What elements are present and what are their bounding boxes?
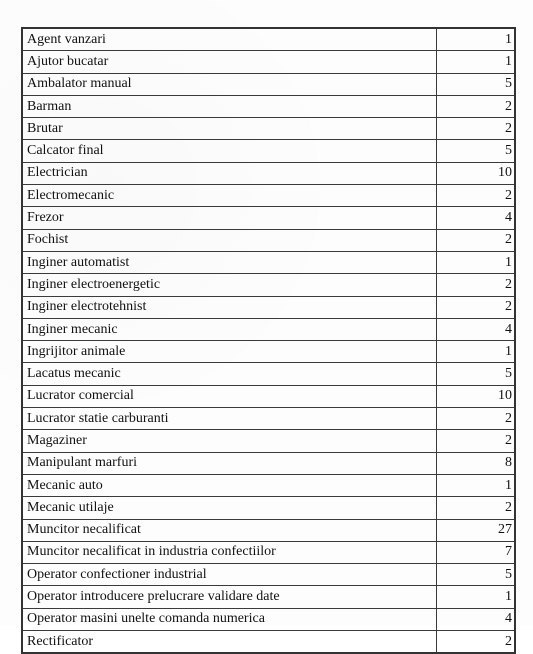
vacancy-count-cell: 7	[436, 541, 515, 563]
vacancy-count-cell: 5	[436, 140, 515, 162]
table-row	[22, 608, 515, 630]
table-row	[22, 162, 515, 184]
table-row	[22, 296, 515, 318]
job-title-cell: Electrician	[22, 162, 436, 184]
job-title-cell: Lucrator statie carburanti	[22, 408, 436, 430]
table-row	[22, 586, 515, 608]
table-row	[22, 118, 515, 140]
vacancy-count-cell: 4	[436, 608, 515, 630]
job-title-cell: Mecanic utilaje	[22, 497, 436, 519]
job-title-cell: Rectificator	[22, 631, 436, 654]
vacancy-count-cell: 5	[436, 363, 515, 385]
job-title-cell: Muncitor necalificat in industria confectiilor	[22, 541, 436, 563]
job-title-cell: Ingrijitor animale	[22, 341, 436, 363]
vacancy-count-cell: 2	[436, 497, 515, 519]
vacancy-count-cell: 2	[436, 631, 515, 654]
job-title-cell: Fochist	[22, 229, 436, 251]
table-row	[22, 541, 515, 563]
vacancy-count-cell: 4	[436, 207, 515, 229]
table-row	[22, 251, 515, 273]
vacancy-count-cell: 1	[436, 28, 515, 51]
job-title-cell: Muncitor necalificat	[22, 519, 436, 541]
job-title-cell: Operator introducere prelucrare validare date	[22, 586, 436, 608]
table-row	[22, 519, 515, 541]
vacancy-count-cell: 1	[436, 51, 515, 73]
vacancy-count-cell: 27	[436, 519, 515, 541]
vacancy-count-cell: 10	[436, 385, 515, 407]
job-title-cell: Agent vanzari	[22, 28, 436, 51]
job-title-cell: Manipulant marfuri	[22, 452, 436, 474]
vacancy-count-cell: 1	[436, 251, 515, 273]
table-row	[22, 408, 515, 430]
table-row	[22, 497, 515, 519]
vacancy-count-cell: 5	[436, 73, 515, 95]
table-row	[22, 185, 515, 207]
table-row	[22, 385, 515, 407]
vacancy-count-cell: 2	[436, 229, 515, 251]
table-row	[22, 95, 515, 117]
table-row	[22, 207, 515, 229]
vacancy-count-cell: 2	[436, 95, 515, 117]
table-row	[22, 73, 515, 95]
job-title-cell: Ajutor bucatar	[22, 51, 436, 73]
table-row	[22, 430, 515, 452]
vacancy-count-cell: 2	[436, 118, 515, 140]
job-title-cell: Frezor	[22, 207, 436, 229]
table-row	[22, 229, 515, 251]
table-row	[22, 140, 515, 162]
vacancy-count-cell: 1	[436, 474, 515, 496]
job-title-cell: Electromecanic	[22, 185, 436, 207]
job-title-cell: Magaziner	[22, 430, 436, 452]
table-row	[22, 363, 515, 385]
table-row	[22, 274, 515, 296]
vacancy-count-cell: 2	[436, 185, 515, 207]
vacancy-count-cell: 10	[436, 162, 515, 184]
vacancy-count-cell: 1	[436, 341, 515, 363]
job-title-cell: Barman	[22, 95, 436, 117]
job-title-cell: Operator masini unelte comanda numerica	[22, 608, 436, 630]
job-title-cell: Calcator final	[22, 140, 436, 162]
job-title-cell: Inginer electrotehnist	[22, 296, 436, 318]
vacancy-count-cell: 2	[436, 408, 515, 430]
vacancy-count-cell: 1	[436, 586, 515, 608]
table-row	[22, 631, 515, 654]
table-row	[22, 474, 515, 496]
table-row	[22, 341, 515, 363]
vacancy-count-cell: 2	[436, 296, 515, 318]
table-row	[22, 28, 515, 51]
job-title-cell: Mecanic auto	[22, 474, 436, 496]
table-row	[22, 452, 515, 474]
vacancy-count-cell: 2	[436, 430, 515, 452]
job-title-cell: Lucrator comercial	[22, 385, 436, 407]
table-body	[22, 28, 515, 653]
job-title-cell: Inginer electroenergetic	[22, 274, 436, 296]
table-row	[22, 51, 515, 73]
job-title-cell: Lacatus mecanic	[22, 363, 436, 385]
job-vacancies-table	[21, 27, 516, 654]
job-title-cell: Operator confectioner industrial	[22, 564, 436, 586]
table-row	[22, 564, 515, 586]
vacancy-count-cell: 2	[436, 274, 515, 296]
vacancy-count-cell: 8	[436, 452, 515, 474]
job-title-cell: Inginer automatist	[22, 251, 436, 273]
vacancy-count-cell: 5	[436, 564, 515, 586]
job-title-cell: Inginer mecanic	[22, 318, 436, 340]
job-title-cell: Brutar	[22, 118, 436, 140]
vacancy-count-cell: 4	[436, 318, 515, 340]
table-row	[22, 318, 515, 340]
job-title-cell: Ambalator manual	[22, 73, 436, 95]
